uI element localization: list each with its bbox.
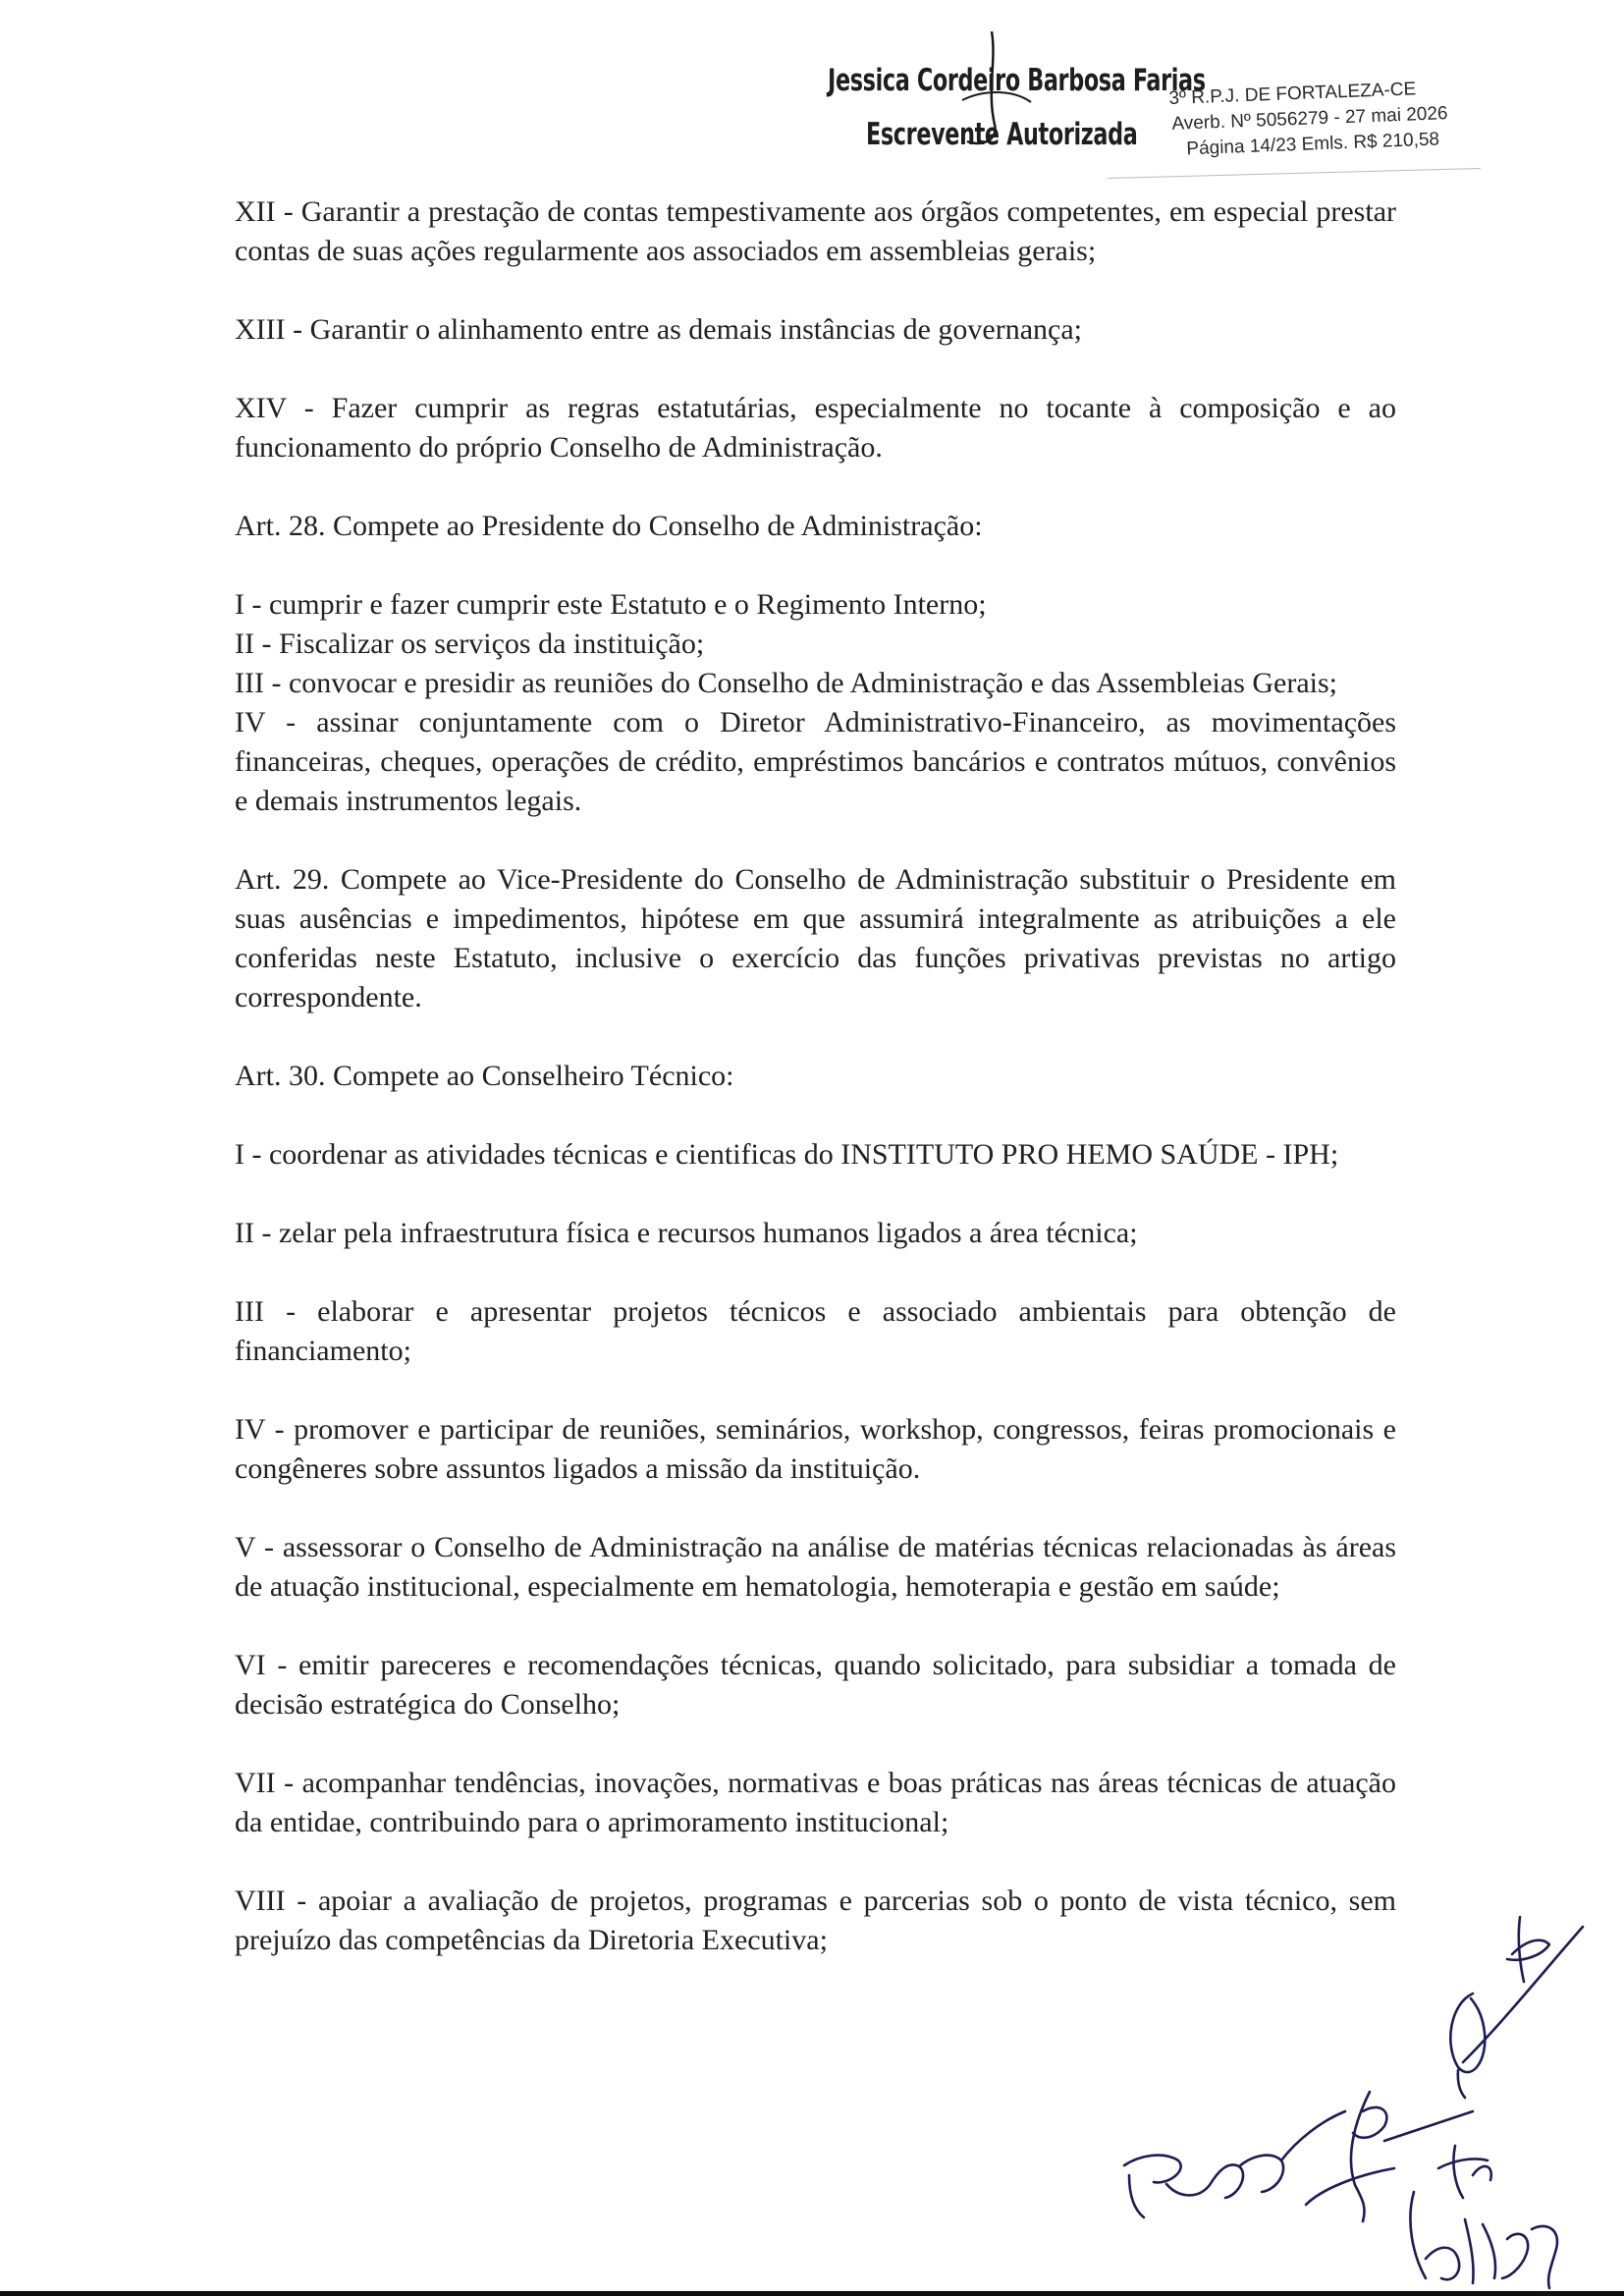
article-28-heading: Art. 28. Compete ao Presidente do Conselho de Administração: (235, 510, 983, 542)
signature-initials-2 (1450, 1927, 1583, 2098)
art30-item-i: I - coordenar as atividades técnicas e cientificas do INSTITUTO PRO HEMO SAÚDE - IPH; (235, 1138, 1339, 1171)
registry-averb: Averb. Nº 5056279 - 27 mai 2026 (1171, 103, 1448, 135)
art28-item-ii: II - Fiscalizar os serviços da instituição; (235, 628, 705, 660)
art30-item-vii: VII - acompanhar tendências, inovações, normativas e boas práticas nas áreas técnicas de atuação da entidae, contribuindo para o aprimoramento institucional; (235, 1767, 1396, 1838)
document-body (235, 192, 1396, 1960)
notary-stamp-name: Jessica Cordeiro Barbosa Farias (828, 63, 1206, 98)
registry-stamp (1168, 76, 1449, 163)
notary-signature-scribble (938, 31, 1056, 159)
paragraph-xii: XII - Garantir a prestação de contas tempestivamente aos órgãos competentes, em especial prestar contas de suas ações regularmente aos associados em assembleias gerais; (235, 195, 1396, 267)
art30-item-iv: IV - promover e participar de reuniões, seminários, workshop, congressos, feiras promocionais e congêneres sobre assuntos ligados a missão da instituição. (235, 1413, 1396, 1485)
signature-main (1124, 2092, 1473, 2221)
art30-item-vi: VI - emitir pareceres e recomendações técnicas, quando solicitado, para subsidiar a tomada de decisão estratégica do Conselho; (235, 1649, 1396, 1721)
article-29: Art. 29. Compete ao Vice-Presidente do Conselho de Administração substituir o Presidente em suas ausências e impedimentos, hipótese em que assumirá integralmente as atribuições a ele conferidas neste Estatuto, inclusive o exercício das funções privativas previstas no artigo correspondente. (235, 863, 1396, 1013)
art28-item-i: I - cumprir e fazer cumprir este Estatuto e o Regimento Interno; (235, 588, 987, 621)
signature-second (1410, 2146, 1557, 2288)
paragraph-xiv: XIV - Fazer cumprir as regras estatutárias, especialmente no tocante à composição e ao funcionamento do próprio Conselho de Administração. (235, 392, 1396, 464)
registry-page-fee: Página 14/23 Emls. R$ 210,58 (1186, 129, 1440, 160)
article-30-heading: Art. 30. Compete ao Conselheiro Técnico: (235, 1060, 734, 1092)
registry-underline (1108, 168, 1481, 179)
scan-bottom-edge (0, 2291, 1624, 2296)
art30-item-viii: VIII - apoiar a avaliação de projetos, programas e parcerias sob o ponto de vista técnico, sem prejuízo das competências da Diretoria Executiva; (235, 1885, 1396, 1956)
art30-item-iii: III - elaborar e apresentar projetos técnicos e associado ambientais para obtenção de financiamento; (235, 1295, 1396, 1367)
art30-item-v: V - assessorar o Conselho de Administração na análise de matérias técnicas relacionadas às áreas de atuação institucional, especialmente em hematologia, hemoterapia e gestão em saúde; (235, 1531, 1396, 1603)
paragraph-xiii: XIII - Garantir o alinhamento entre as demais instâncias de governança; (235, 313, 1082, 346)
notary-stamp-role: Escrevente Autorizada (866, 117, 1138, 152)
art30-item-ii: II - zelar pela infraestrutura física e recursos humanos ligados a área técnica; (235, 1217, 1138, 1249)
art28-item-iii: III - convocar e presidir as reuniões do Conselho de Administração e das Assembleias Gerais; (235, 667, 1338, 699)
signature-initials-1 (1507, 1917, 1549, 1982)
art28-item-iv: IV - assinar conjuntamente com o Diretor Administrativo-Financeiro, as movimentações financeiras, cheques, operações de crédito, empréstimos bancários e contratos mútuos, convênios e demais instrumentos legais. (235, 706, 1396, 817)
registry-office: 3º R.P.J. DE FORTALEZA-CE (1168, 79, 1417, 109)
